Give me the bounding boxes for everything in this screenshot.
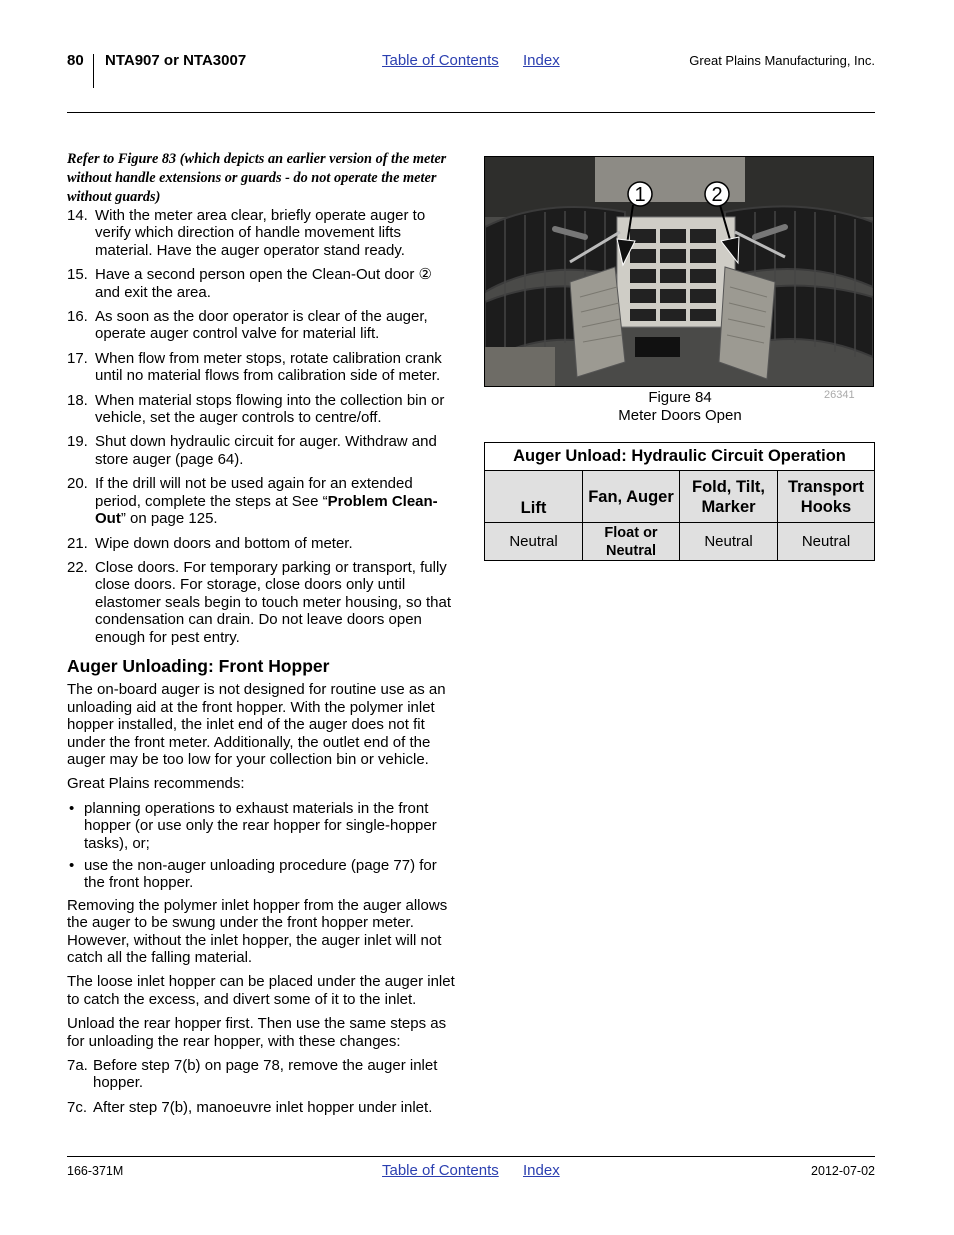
cell-transport-hooks: Neutral (778, 523, 875, 561)
step-17: 17. When flow from meter stops, rotate calibration crank until no material flows from calibration side of meter. (67, 349, 442, 385)
photo-number: 26341 (824, 389, 855, 401)
header-index-link[interactable]: Index (523, 52, 560, 69)
callout-2: 2 (711, 184, 723, 206)
footer-toc-link[interactable]: Table of Contents (382, 1162, 499, 1179)
header-divider (93, 54, 94, 88)
substep-7a: 7a. Before step 7(b) on page 78, remove the auger inlet hopper. (67, 1057, 438, 1092)
cell-fan-auger: Float or Neutral (583, 523, 680, 561)
page-number: 80 (67, 52, 84, 69)
header-rule (67, 112, 875, 113)
company-name: Great Plains Manufacturing, Inc. (689, 53, 875, 68)
hydraulic-circuit-table (484, 442, 875, 561)
figure-caption: Meter Doors Open (618, 407, 742, 424)
header-fold-tilt-marker: Fold, Tilt, Marker (680, 471, 778, 523)
paragraph-4: The loose inlet hopper can be placed under the auger inlet to catch the excess, and divert some of it to the inlet. (67, 973, 455, 1008)
bullet-item: • planning operations to exhaust materials in the front hopper (or use only the rear hopper for single-hopper tasks), or; (69, 799, 437, 852)
cell-fold-tilt-marker: Neutral (680, 523, 778, 561)
reference-note: Refer to Figure 83 (which depicts an earlier version of the meter without handle extensions or guards - do not operate the meter without guards) (67, 151, 447, 205)
paragraph-3: Removing the polymer inlet hopper from the auger allows the auger to be swung under the front hopper meter. However, without the inlet hopper, the auger inlet will not catch all the falling material. (67, 896, 448, 967)
header-lift: Lift (485, 471, 583, 523)
step-22: 22. Close doors. For temporary parking or transport, fully close doors. For storage, close doors only until elastomer seals begin to touch meter housing, so that condensation can drain. Do not leave doors open enough for pest entry. (67, 558, 452, 646)
model-title: NTA907 or NTA3007 (105, 52, 247, 69)
bullet-item: • use the non-auger unloading procedure (page 77) for the front hopper. (69, 857, 437, 892)
left-column (67, 150, 459, 1123)
publication-date: 2012-07-02 (811, 1164, 875, 1178)
paragraph-1: The on-board auger is not designed for routine use as an unloading aid at the front hopper. With the polymer inlet hopper installed, the inlet end of the auger does not fit under the front meter. Additionally, the outlet end of the auger may be too low for your collection bin or vehicle. (67, 681, 446, 768)
step-19: 19. Shut down hydraulic circuit for auger. Withdraw and store auger (page 64). (67, 433, 437, 468)
step-15: 15. Have a second person open the Clean-Out door ② and exit the area. (67, 266, 432, 301)
footer-rule (67, 1156, 875, 1157)
meter-doors-photo (484, 156, 874, 387)
document-number: 166-371M (67, 1164, 124, 1178)
header-transport-hooks: Transport Hooks (778, 471, 875, 523)
table-title: Auger Unload: Hydraulic Circuit Operation (485, 443, 875, 471)
substep-7c: 7c. After step 7(b), manoeuvre inlet hopper under inlet. (67, 1098, 433, 1116)
step-21: 21. Wipe down doors and bottom of meter. (67, 534, 353, 552)
step-14: 14. With the meter area clear, briefly operate auger to verify which direction of handle movement lifts material. Have the auger operator stand ready. (67, 207, 426, 259)
cell-lift: Neutral (485, 523, 583, 561)
header-fan-auger: Fan, Auger (583, 471, 680, 523)
step-16: 16. As soon as the door operator is clear of the auger, operate auger control valve for material lift. (67, 308, 428, 343)
paragraph-5: Unload the rear hopper first. Then use the same steps as for unloading the rear hopper, with these changes: (67, 1015, 447, 1050)
callout-1: 1 (634, 184, 646, 206)
section-title: Auger Unloading: Front Hopper (67, 655, 330, 676)
step-20: 20. If the drill will not be used again for an extended period, complete the steps at See “Problem Clean-Out” on page 125. (67, 475, 438, 528)
step-18: 18. When material stops flowing into the collection bin or vehicle, set the auger controls to centre/off. (67, 391, 445, 427)
table-row (485, 523, 875, 561)
problem-cleanout-ref: Problem Clean-Out (95, 492, 438, 528)
header-toc-link[interactable]: Table of Contents (382, 52, 499, 69)
paragraph-2: Great Plains recommends: (67, 775, 245, 793)
footer-index-link[interactable]: Index (523, 1162, 560, 1179)
figure-label: Figure 84 (648, 389, 712, 406)
meter-illustration (485, 157, 873, 386)
